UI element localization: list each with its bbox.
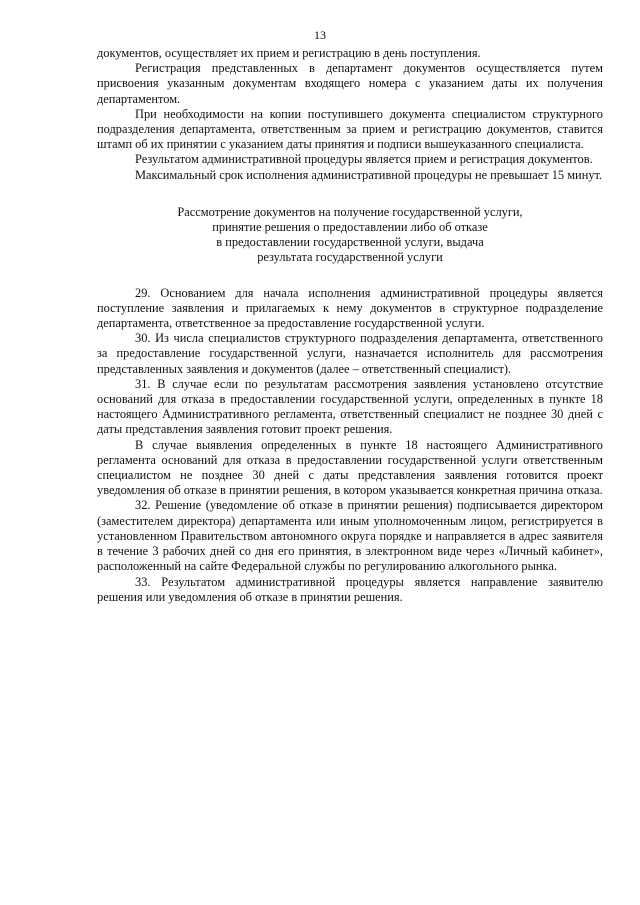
section-heading-line: в предоставлении государственной услуги, выдача	[216, 235, 484, 250]
paragraph-stamp: При необходимости на копии поступившего документа специалистом структурного подразделения департамента, ответственным за прием и регистрацию документов, ставится штамп об их принятии с указанием даты принятия и подписи вышеуказанного специалиста.	[97, 106, 603, 152]
document-body	[97, 46, 603, 605]
paragraph-result: Результатом административной процедуры является прием и регистрация документов.	[135, 152, 593, 167]
section-heading-line: Рассмотрение документов на получение государственной услуги,	[177, 204, 523, 219]
section-heading	[97, 205, 603, 266]
paragraph-max-time: Максимальный срок исполнения административной процедуры не превышает 15 минут.	[135, 167, 603, 182]
section-heading-line: принятие решения о предоставлении либо об отказе	[212, 220, 488, 235]
paragraph-item-33: 33. Результатом административной процедуры является направление заявителю решения или уведомления об отказе в принятии решения.	[97, 574, 603, 604]
paragraph-continuation: документов, осуществляет их прием и регистрацию в день поступления.	[97, 46, 481, 60]
page-number: 13	[314, 28, 326, 42]
section-heading-line: результата государственной услуги	[257, 250, 443, 265]
paragraph-item-30: 30. Из числа специалистов структурного подразделения департамента, ответственного за предоставление государственной услуги, назначается исполнитель для рассмотрения представленных заявления и документов (далее – ответственный специалист).	[97, 331, 603, 376]
paragraph-registration: Регистрация представленных в департамент документов осуществляется путем присвоения указанным документам входящего номера с указанием даты их получения департаментом.	[97, 61, 603, 106]
paragraph-item-32: 32. Решение (уведомление об отказе в принятии решения) подписывается директором (заместителем директора) департамента или иным уполномоченным лицом, регистрируется в установленном Правительством автономного округа порядке и направляется в адрес заявителя в течение 3 рабочих дней со дня его принятия, в электронном виде через «Личный кабинет», расположенный на сайте Федеральной службы по регулированию алкогольного рынка.	[97, 498, 603, 574]
paragraph-item-31: 31. В случае если по результатам рассмотрения заявления установлено отсутствие оснований для отказа в предоставлении государственной услуги, определенных в пункте 18 настоящего Административного регламента, ответственный специалист не позднее 30 дней с даты представления заявления готовит проект решения.	[97, 376, 603, 437]
paragraph-refusal-case: В случае выявления определенных в пункте 18 настоящего Административного регламента оснований для отказа в предоставлении государственной услуги ответственным специалистом не позднее 30 дней с даты представления заявления готовится проект уведомления об отказе в принятии решения, в котором указывается конкретная причина отказа.	[97, 437, 603, 498]
paragraph-item-29: 29. Основанием для начала исполнения административной процедуры является поступление заявления и прилагаемых к нему документов в структурное подразделение департамента, ответственное за предоставление государственной услуги.	[97, 285, 603, 331]
